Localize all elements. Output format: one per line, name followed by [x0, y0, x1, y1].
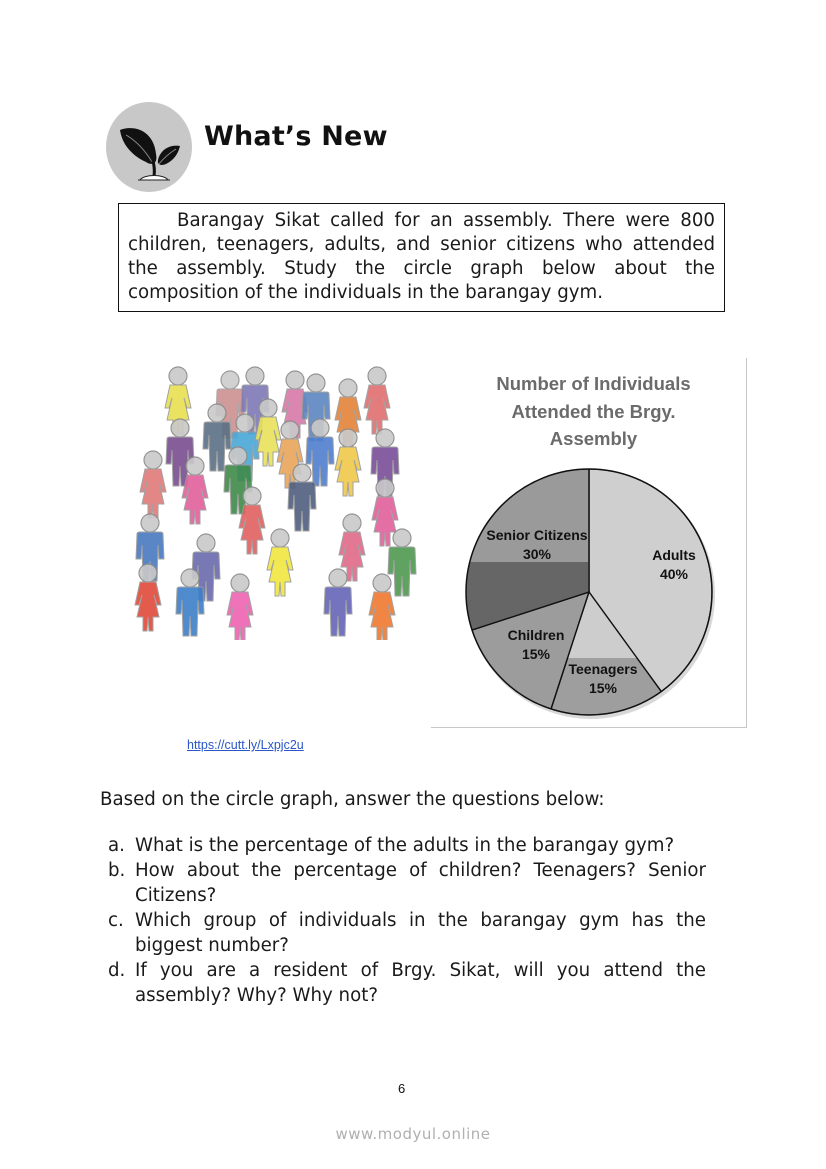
watermark: www.modyul.online: [335, 1125, 491, 1143]
question-letter: c.: [108, 910, 124, 931]
question-item: [108, 833, 706, 858]
image-source-link[interactable]: https://cutt.ly/Lxpjc2u: [187, 738, 304, 752]
question-letter: d.: [108, 960, 126, 981]
chart-title-line-1: Number of Individuals: [496, 373, 691, 394]
question-text: How about the percentage of children? Teenagers? Senior Citizens?: [135, 860, 706, 906]
label-children: Children 15%: [507, 627, 565, 662]
question-text: Which group of individuals in the barangay gym has the biggest number?: [135, 910, 706, 956]
chart-title-line-3: Assembly: [549, 428, 638, 449]
question-item: [108, 908, 706, 958]
question-text: What is the percentage of the adults in the barangay gym?: [135, 835, 675, 856]
question-letter: a.: [108, 835, 125, 856]
questions-list: [108, 833, 706, 1008]
question-item: [108, 958, 706, 1008]
page-number: 6: [398, 1081, 406, 1096]
question-item: [108, 858, 706, 908]
label-teenagers: Teenagers 15%: [568, 661, 638, 696]
chart-title-line-2: Attended the Brgy.: [511, 400, 676, 422]
questions-lead: Based on the circle graph, answer the questions below:: [100, 789, 605, 810]
question-text: If you are a resident of Brgy. Sikat, will you attend the assembly? Why? Why not?: [135, 960, 706, 1006]
intro-text: Barangay Sikat called for an assembly. There were 800 children, teenagers, adults, and senior citizens who attended the assembly. Study the circle graph below about the composition of the individuals in the barangay gym.: [128, 210, 715, 303]
question-letter: b.: [108, 860, 126, 881]
label-adults: Adults 40%: [652, 547, 696, 582]
section-title: What’s New: [204, 121, 388, 152]
label-seniors: Senior Citizens 30%: [486, 527, 588, 562]
